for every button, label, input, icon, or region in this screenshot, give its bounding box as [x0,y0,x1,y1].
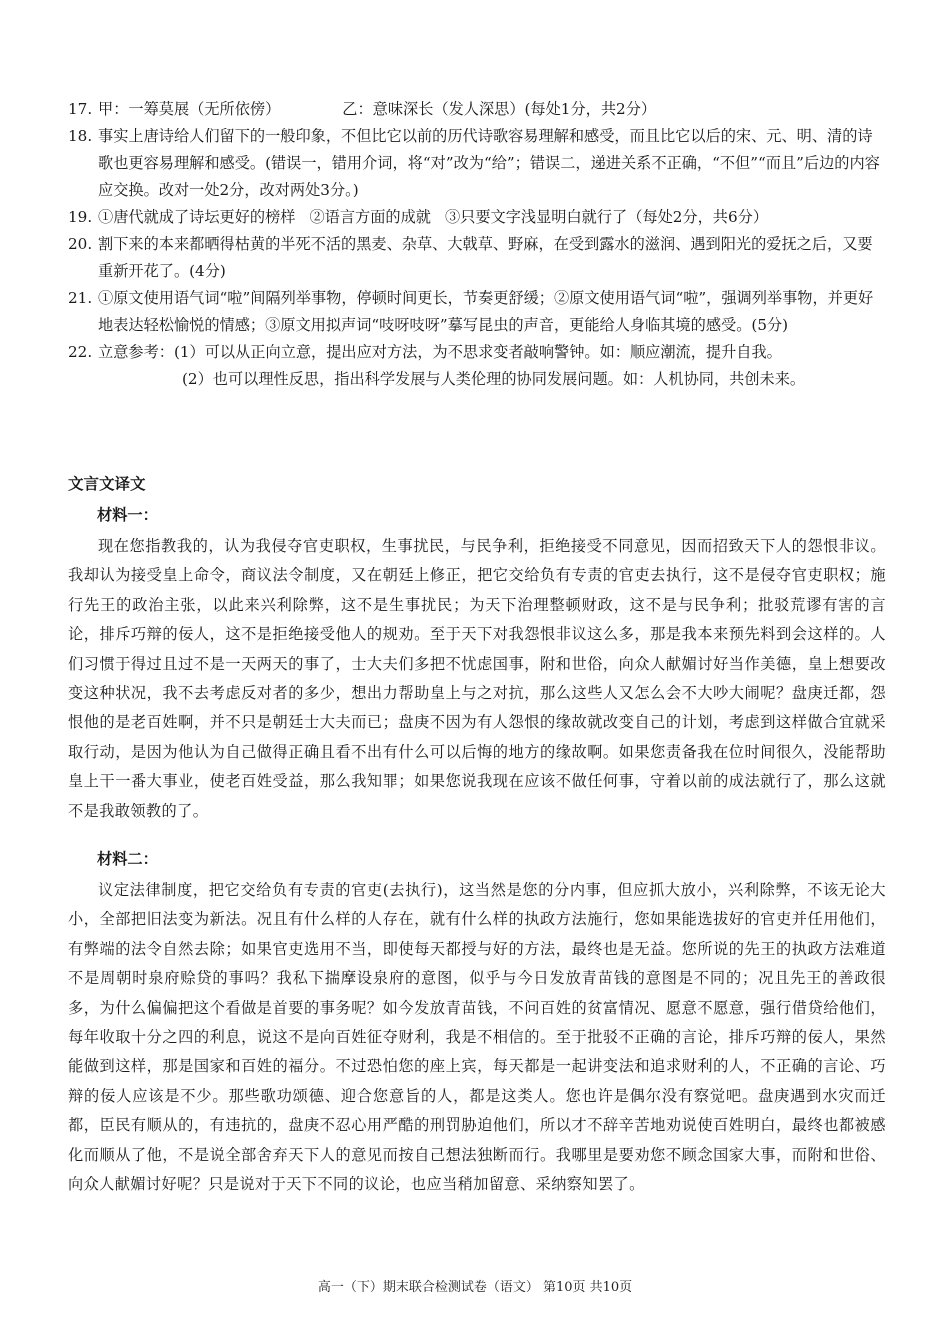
answer-19 [68,204,886,231]
answer-number: 19. [68,208,93,226]
answer-22-continued [68,366,886,393]
material-1-title: 材料一： [97,506,158,524]
answer-number: 20. [68,235,93,253]
answer-17 [68,96,886,123]
answer-21-text: ①原文使用语气词“啦”间隔列举事物，停顿时间更长，节奏更舒缓；②原文使用语气词“啦”，强调列举事物，并更好地表达轻松愉悦的情感；③原文用拟声词“吱呀吱呀”摹写昆虫的声音，更能给人身临其境的感受。(5分) [98,289,874,334]
answer-19-part1: ①唐代就成了诗坛更好的榜样 [98,208,296,226]
answer-20-text: 割下来的本来都晒得枯黄的半死不活的黑麦、杂草、大戟草、野麻，在受到露水的滋润、遇到阳光的爱抚之后，又要重新开花了。(4分) [98,235,873,280]
answer-number: 17. [68,100,93,118]
answer-number: 18. [68,127,93,145]
answer-18 [68,123,886,204]
answer-17-part1: 甲：一筹莫展（无所依傍） [98,100,281,118]
answer-20 [68,231,886,285]
answer-22 [68,339,886,366]
answer-number: 22. [68,343,93,361]
answer-key [68,96,886,393]
page-footer: 高一（下）期末联合检测试卷（语文） 第10页 共10页 [317,1280,633,1295]
answer-17-part2: 乙：意味深长（发人深思）(每处1分，共2分） [342,100,657,118]
material-2 [68,846,886,1199]
answer-number: 21. [68,289,93,307]
material-2-text: 议定法律制度，把它交给负有专责的官吏(去执行)，这当然是您的分内事，但应抓大放小，兴利除弊，不该无论大小，全部把旧法变为新法。况且有什么样的人存在，就有什么样的执政方法施行，您如果能选拔好的官吏并任用他们，有弊端的法令自然去除；如果官吏选用不当，即使每天都授与好的方法，最终也是无益。您所说的先王的执政方法难道不是周朝时泉府赊贷的事吗？我私下揣摩设泉府的意图，似乎与今日发放青苗钱的意图是不同的；况且先王的善政很多，为什么偏偏把这个看做是首要的事务呢？如今发放青苗钱，不问百姓的贫富情况、愿意不愿意，强行借贷给他们，每年收取十分之四的利息，说这不是向百姓征夺财利，我是不相信的。至于批驳不正确的言论，排斥巧辩的佞人，果然能做到这样，那是国家和百姓的福分。不过恐怕您的座上宾，每天都是一起讲变法和追求财利的人，不正确的言论、巧辩的佞人应该是不少。那些歌功颂德、迎合您意旨的人，都是这类人。您也许是偶尔没有察觉吧。盘庚遇到水灾而迁都，臣民有顺从的，有违抗的，盘庚不忍心用严酷的刑罚胁迫他们，所以才不辞辛苦地劝说使百姓明白，最终也都被感化而顺从了他，不是说全部舍弃天下人的意见而按自己想法独断而行。我哪里是要劝您不顾念国家大事，而附和世俗、向众人献媚讨好呢？只是说对于天下不同的议论，也应当稍加留意、采纳察知罢了。 [68,881,886,1194]
answer-18-text: 事实上唐诗给人们留下的一般印象，不但比它以前的历代诗歌容易理解和感受，而且比它以后的宋、元、明、清的诗歌也更容易理解和感受。(错误一，错用介词，将“对”改为“给”；错误二，递进关系不正确，“不但”“而且”后边的内容应交换。改对一处2分，改对两处3分。) [98,127,880,199]
section-title: 文言文译文 [68,475,146,493]
material-2-title: 材料二： [97,850,158,868]
answer-21 [68,285,886,339]
answer-19-part3: ③只要文字浅显明白就行了（每处2分，共6分） [444,208,769,226]
answer-22-line2: (2）也可以理性反思，指出科学发展与人类伦理的协同发展问题。如：人机协同，共创未来。 [182,370,806,388]
material-1 [68,502,886,826]
answer-22-line1: 立意参考：(1）可以从正向立意，提出应对方法，为不思求变者敲响警钟。如：顺应潮流，提升自我。 [98,343,782,361]
material-1-text: 现在您指教我的，认为我侵夺官吏职权，生事扰民，与民争利，拒绝接受不同意见，因而招致天下人的怨恨非议。我却认为接受皇上命令，商议法令制度，又在朝廷上修正，把它交给负有专责的官吏去执行，这不是侵夺官吏职权；施行先王的政治主张，以此来兴利除弊，这不是生事扰民；为天下治理整顿财政，这不是与民争利；批驳荒谬有害的言论，排斥巧辩的佞人，这不是拒绝接受他人的规劝。至于天下对我怨恨非议这么多，那是我本来预先料到会这样的。人们习惯于得过且过不是一天两天的事了，士大夫们多把不忧虑国事，附和世俗，向众人献媚讨好当作美德，皇上想要改变这种状况，我不去考虑反对者的多少，想出力帮助皇上与之对抗，那么这些人又怎么会不大吵大闹呢？盘庚迁都，怨恨他的是老百姓啊，并不只是朝廷士大夫而已；盘庚不因为有人怨恨的缘故就改变自己的计划，考虑到这样做合宜就采取行动，是因为他认为自己做得正确且看不出有什么可以后悔的地方的缘故啊。如果您责备我在位时间很久，没能帮助皇上干一番大事业，使老百姓受益，那么我知罪；如果您说我现在应该不做任何事，守着以前的成法就行了，那么这就不是我敢领教的了。 [68,537,886,820]
answer-19-part2: ②语言方面的成就 [309,208,431,226]
